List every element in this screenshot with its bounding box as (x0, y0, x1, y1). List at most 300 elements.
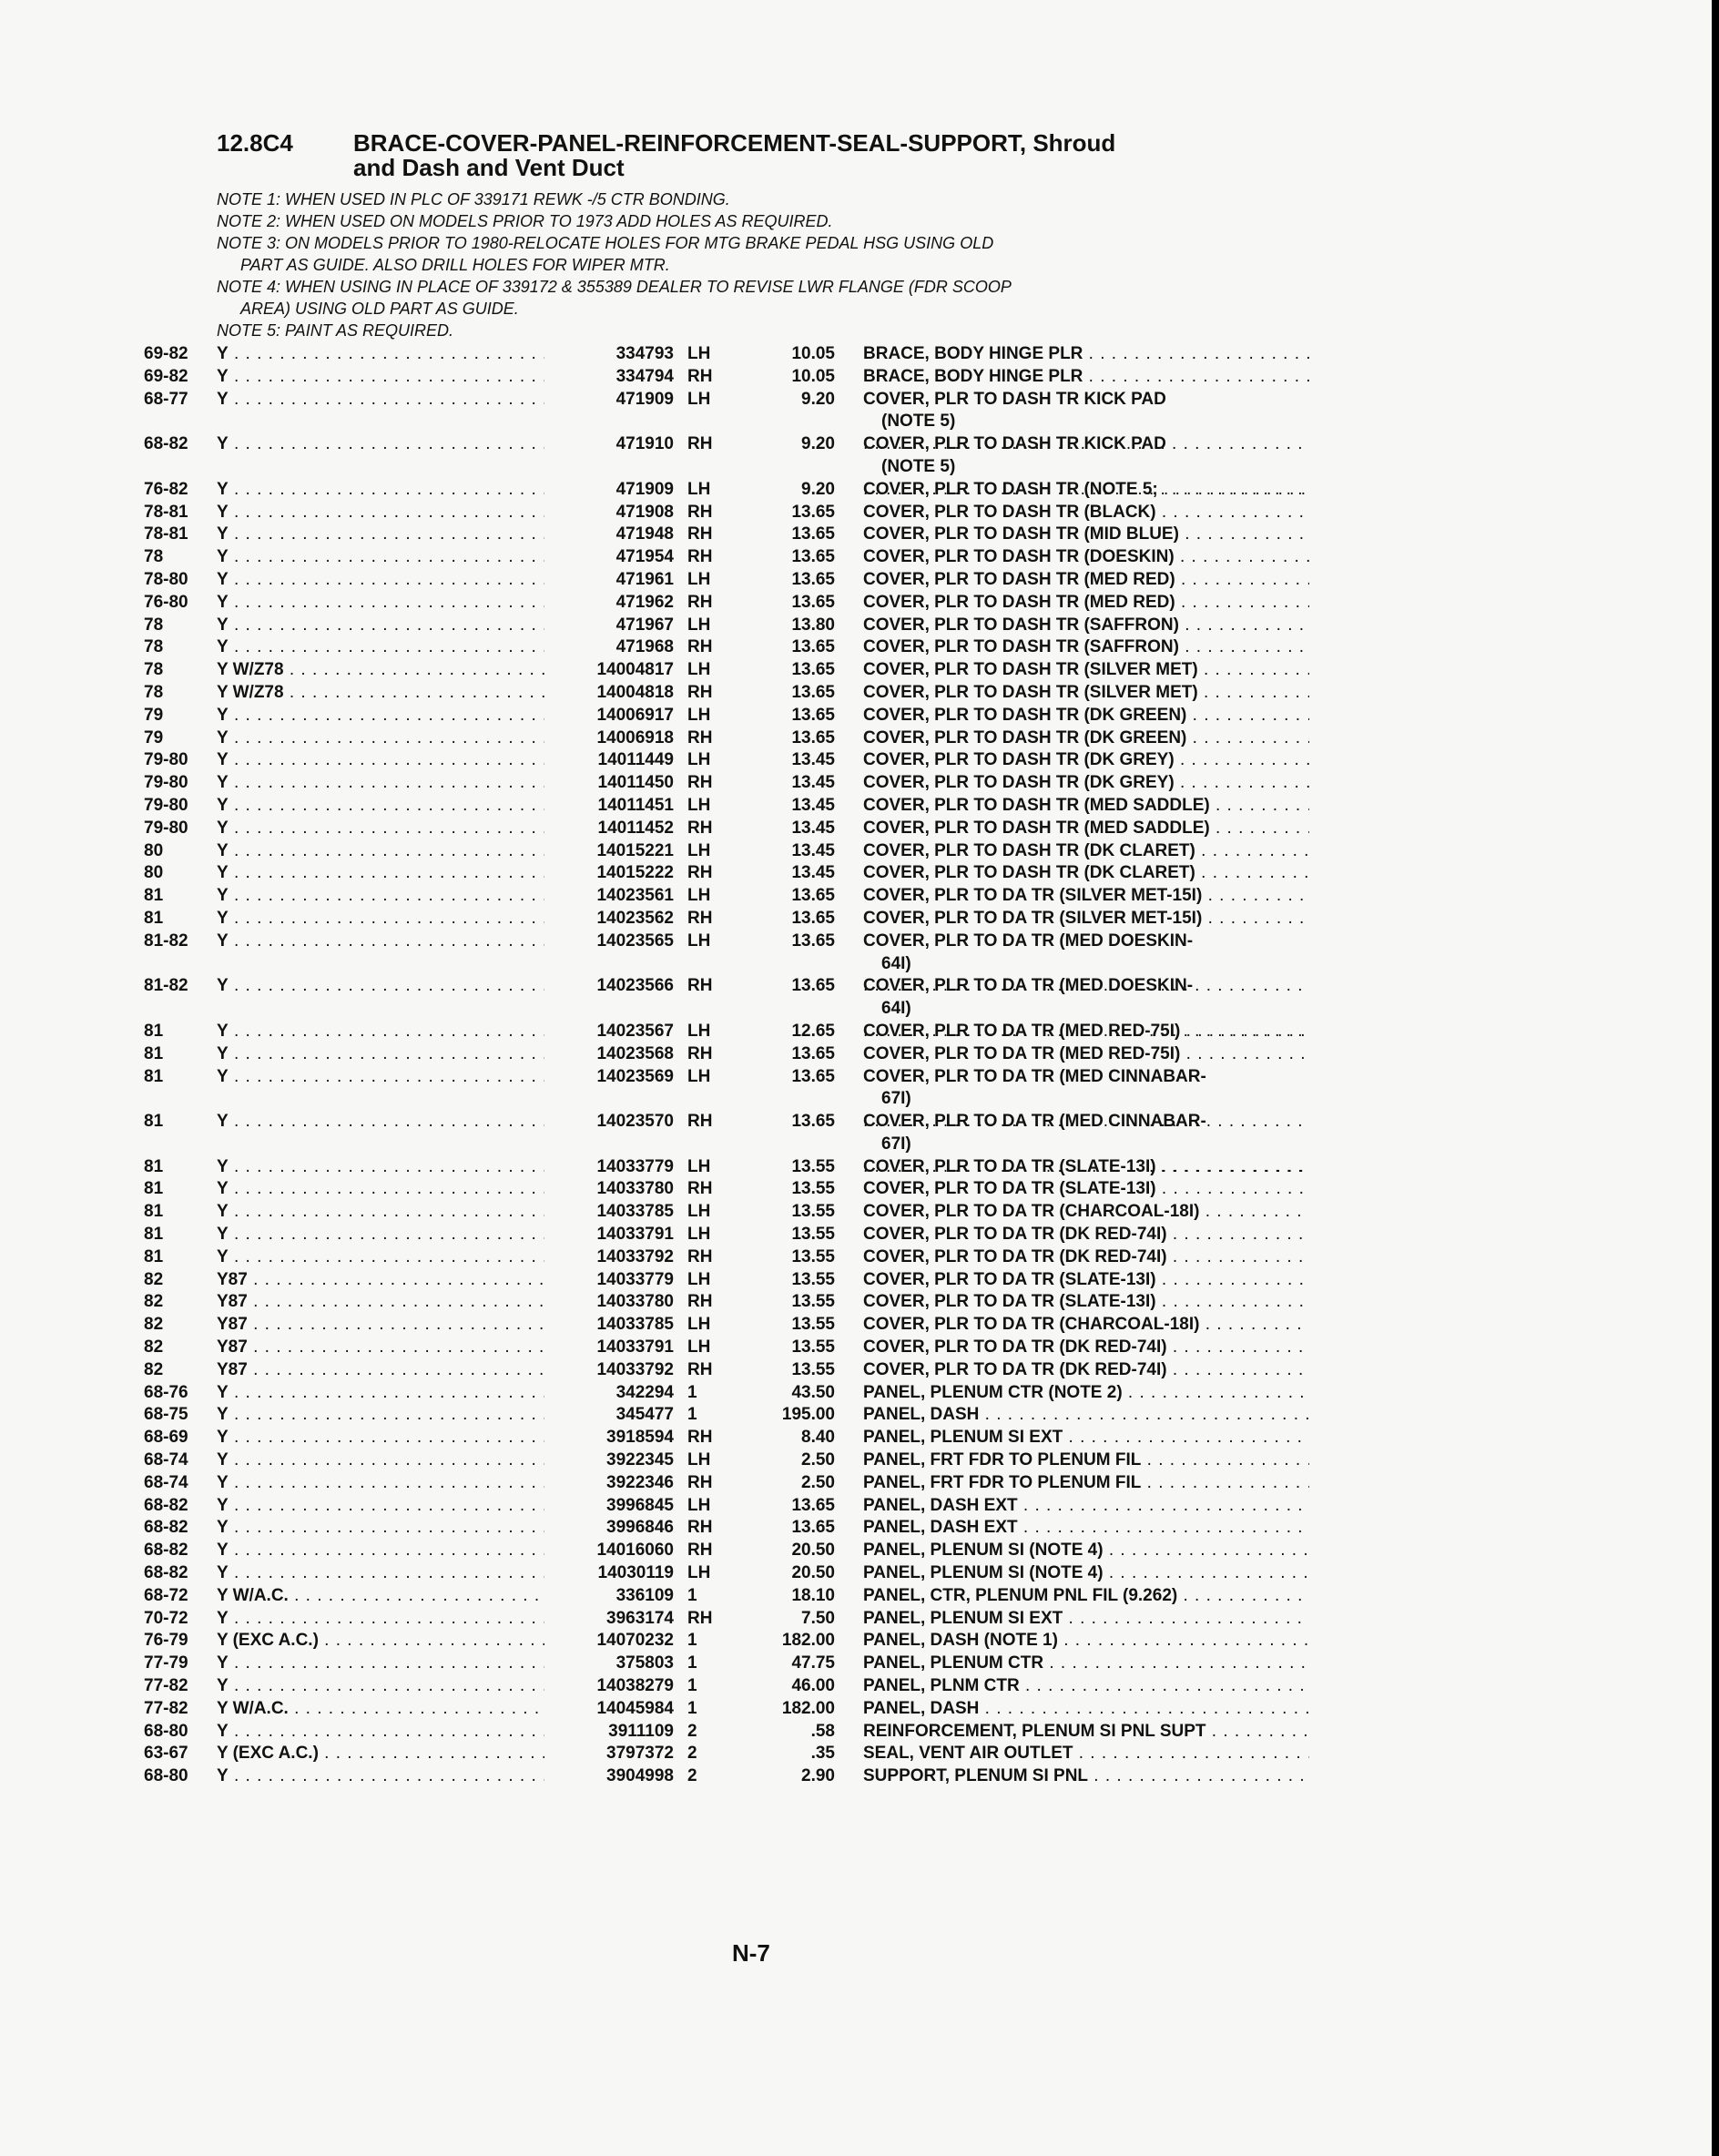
part-number-cell: 14033785 (596, 1202, 674, 1222)
year-cell: 81 (144, 1021, 164, 1041)
year-cell: 69-82 (144, 344, 188, 363)
description-line1: PANEL, PLENUM SI EXT (863, 1428, 1063, 1448)
table-row (0, 931, 1719, 976)
table-row (0, 1427, 1719, 1449)
qty-cell: RH (687, 1179, 713, 1199)
price-cell: 2.50 (801, 1472, 835, 1492)
part-number-cell: 345477 (615, 1405, 674, 1425)
part-number-cell: 3996846 (606, 1518, 674, 1538)
qty-cell: LH (687, 1156, 711, 1176)
table-row (0, 840, 1719, 863)
year-cell: 79-80 (144, 750, 188, 770)
part-number-cell: 14004818 (596, 682, 674, 702)
part-number-cell: 14006918 (596, 727, 674, 747)
year-cell: 63-67 (144, 1744, 188, 1764)
description-cell (863, 1178, 1309, 1201)
price-cell: 47.75 (791, 1653, 835, 1673)
price-cell: 20.50 (791, 1563, 835, 1583)
code-cell: Y . . . (217, 975, 544, 998)
year-cell: 82 (144, 1315, 164, 1335)
description-line1: PANEL, FRT FDR TO PLENUM FIL (863, 1472, 1142, 1492)
description-line1: COVER, PLR TO DA TR (MED RED-75I) (863, 1021, 1181, 1041)
description-cell (863, 1540, 1309, 1562)
price-cell: 9.20 (801, 479, 835, 499)
code-cell: Y (EXC A.C.) . . . (217, 1630, 544, 1653)
description-cell (863, 1021, 1309, 1043)
description-cell (863, 592, 1309, 615)
table-row (0, 1201, 1719, 1224)
description-line1: PANEL, PLENUM CTR (863, 1653, 1044, 1673)
description-cell (863, 818, 1309, 840)
part-number-cell: 3918594 (606, 1428, 674, 1448)
year-cell: 80 (144, 840, 164, 860)
price-cell: 13.55 (791, 1359, 835, 1379)
part-number-cell: 14023562 (596, 908, 674, 928)
table-row (0, 1043, 1719, 1066)
code-cell: Y . . . (217, 1675, 544, 1698)
table-row (0, 1404, 1719, 1427)
table-row (0, 1608, 1719, 1631)
description-cell (863, 908, 1309, 931)
description-cell (863, 1337, 1309, 1359)
year-cell: 82 (144, 1269, 164, 1289)
description-line1: COVER, PLR TO DA TR (MED CINNABAR- (863, 1066, 1206, 1086)
year-cell: 70-72 (144, 1608, 188, 1628)
qty-cell: RH (687, 1292, 713, 1312)
code-cell: Y . . . (217, 366, 544, 389)
code-cell: Y . . . (217, 1066, 544, 1089)
qty-cell: RH (687, 592, 713, 612)
code-cell: Y . . . (217, 908, 544, 931)
part-number-cell: 14023567 (596, 1021, 674, 1041)
qty-cell: LH (687, 1269, 711, 1289)
table-row (0, 636, 1719, 659)
description-line1: BRACE, BODY HINGE PLR (863, 344, 1083, 363)
description-cell (863, 636, 1309, 659)
description-line1: COVER, PLR TO DASH TR (SAFFRON) (863, 615, 1179, 635)
description-line1: COVER, PLR TO DA TR (CHARCOAL-18I) (863, 1315, 1200, 1335)
description-cell (863, 1495, 1309, 1518)
description-line1: COVER, PLR TO DASH TR (DK GREY) (863, 773, 1175, 793)
price-cell: 182.00 (781, 1698, 835, 1718)
part-number-cell: 14023561 (596, 886, 674, 906)
part-number-cell: 14070232 (596, 1631, 674, 1651)
code-cell: Y . . . (217, 1653, 544, 1675)
qty-cell: RH (687, 1608, 713, 1628)
year-cell: 78-81 (144, 524, 188, 544)
qty-cell: LH (687, 1202, 711, 1222)
table-row (0, 682, 1719, 705)
qty-cell: LH (687, 389, 711, 409)
description-line1: COVER, PLR TO DA TR (DK RED-74I) (863, 1337, 1167, 1358)
price-cell: 13.65 (791, 524, 835, 544)
code-cell: Y . . . (217, 1562, 544, 1585)
table-row (0, 1021, 1719, 1043)
code-cell: Y . . . (217, 1043, 544, 1066)
part-number-cell: 14011449 (597, 750, 674, 770)
year-cell: 81-82 (144, 931, 188, 951)
description-line1: PANEL, FRT FDR TO PLENUM FIL (863, 1450, 1142, 1470)
qty-cell: RH (687, 524, 713, 544)
description-cell (863, 1585, 1309, 1608)
code-cell: Y . . . (217, 1111, 544, 1134)
table-row (0, 1765, 1719, 1788)
year-cell: 81 (144, 1202, 164, 1222)
year-cell: 78 (144, 637, 164, 657)
section-title-line1: BRACE-COVER-PANEL-REINFORCEMENT-SEAL-SUPPORT, Shroud (353, 129, 1116, 157)
year-cell: 81 (144, 1066, 164, 1086)
part-number-cell: 471967 (615, 615, 674, 635)
code-cell: Y . . . (217, 727, 544, 750)
qty-cell: 2 (687, 1744, 697, 1764)
description-line1: COVER, PLR TO DASH TR (BLACK) (863, 502, 1156, 522)
part-number-cell: 14006917 (596, 705, 674, 725)
table-row (0, 818, 1719, 840)
qty-cell: LH (687, 840, 711, 860)
price-cell: .58 (810, 1721, 835, 1741)
code-cell: Y . . . (217, 343, 544, 366)
description-line1: PANEL, DASH (863, 1405, 980, 1425)
code-cell: Y W/A.C. . . . (217, 1698, 544, 1721)
table-row (0, 1382, 1719, 1405)
description-line1: COVER, PLR TO DASH TR (DK CLARET) (863, 840, 1195, 860)
description-line1: PANEL, PLENUM CTR (NOTE 2) (863, 1382, 1123, 1402)
qty-cell: 1 (687, 1698, 697, 1718)
note-line: NOTE 1: WHEN USED IN PLC OF 339171 REWK -/5 CTR BONDING. (217, 190, 730, 208)
price-cell: 13.65 (791, 976, 835, 996)
part-number-cell: 14033779 (596, 1156, 674, 1176)
part-number-cell: 3996845 (606, 1495, 674, 1515)
year-cell: 78 (144, 547, 164, 567)
table-row (0, 1337, 1719, 1359)
table-row (0, 1540, 1719, 1562)
qty-cell: 1 (687, 1585, 697, 1605)
price-cell: 18.10 (791, 1585, 835, 1605)
year-cell: 68-82 (144, 434, 188, 454)
year-cell: 68-72 (144, 1585, 188, 1605)
qty-cell: 2 (687, 1766, 697, 1786)
description-cell (863, 1201, 1309, 1224)
code-cell: Y . . . (217, 795, 544, 818)
description-line1: COVER, PLR TO DA TR (DK RED-74I) (863, 1359, 1167, 1379)
description-line1: COVER, PLR TO DA TR (MED DOESKIN- (863, 931, 1194, 951)
qty-cell: RH (687, 1359, 713, 1379)
table-row (0, 1359, 1719, 1382)
qty-cell: RH (687, 773, 713, 793)
year-cell: 68-76 (144, 1382, 188, 1402)
code-cell: Y . . . (217, 1404, 544, 1427)
price-cell: 13.65 (791, 908, 835, 928)
section-title-line2: and Dash and Vent Duct (353, 154, 625, 181)
code-cell: Y (EXC A.C.) . . . (217, 1743, 544, 1765)
part-number-cell: 14030119 (597, 1563, 674, 1583)
code-cell: Y . . . (217, 1427, 544, 1449)
price-cell: 13.55 (791, 1315, 835, 1335)
year-cell: 68-75 (144, 1405, 188, 1425)
year-cell: 76-82 (144, 479, 188, 499)
description-cell (863, 1630, 1309, 1653)
price-cell: 13.65 (791, 1066, 835, 1086)
table-row (0, 727, 1719, 750)
code-cell: Y87 . . . (217, 1291, 544, 1314)
price-cell: 13.65 (791, 547, 835, 567)
qty-cell: LH (687, 1337, 711, 1358)
year-cell: 78 (144, 660, 164, 680)
part-number-cell: 334794 (615, 366, 674, 386)
year-cell: 79-80 (144, 795, 188, 815)
code-cell: Y . . . (217, 772, 544, 795)
description-cell (863, 1765, 1309, 1788)
price-cell: 13.65 (791, 886, 835, 906)
description-cell (863, 1043, 1309, 1066)
qty-cell: LH (687, 1315, 711, 1335)
table-row (0, 343, 1719, 366)
code-cell: Y . . . (217, 1178, 544, 1201)
part-number-cell: 471908 (615, 502, 674, 522)
description-cell (863, 1291, 1309, 1314)
part-number-cell: 334793 (615, 344, 674, 363)
description-line1: COVER, PLR TO DA TR (CHARCOAL-18I) (863, 1202, 1200, 1222)
year-cell: 68-82 (144, 1495, 188, 1515)
part-number-cell: 471948 (615, 524, 674, 544)
code-cell: Y87 . . . (217, 1314, 544, 1337)
description-cell (863, 1449, 1309, 1472)
price-cell: 13.45 (791, 750, 835, 770)
description-line1: COVER, PLR TO DA TR (MED CINNABAR- (863, 1112, 1206, 1132)
year-cell: 76-79 (144, 1631, 188, 1651)
price-cell: 13.65 (791, 1518, 835, 1538)
qty-cell: RH (687, 1428, 713, 1448)
part-number-cell: 14016060 (596, 1541, 674, 1561)
price-cell: .35 (810, 1744, 835, 1764)
note-line: NOTE 4: WHEN USING IN PLACE OF 339172 & 355389 DEALER TO REVISE LWR FLANGE (FDR SCOOP (217, 278, 1012, 296)
qty-cell: RH (687, 1518, 713, 1538)
year-cell: 81 (144, 1043, 164, 1063)
qty-cell: RH (687, 727, 713, 747)
table-row (0, 1269, 1719, 1292)
part-number-cell: 14033792 (596, 1359, 674, 1379)
part-number-cell: 14023566 (596, 976, 674, 996)
qty-cell: LH (687, 1066, 711, 1086)
code-cell: Y . . . (217, 524, 544, 546)
description-line2: 67I) (881, 1134, 911, 1154)
description-line1: COVER, PLR TO DA TR (DK RED-74I) (863, 1246, 1167, 1266)
description-cell (863, 1653, 1309, 1675)
code-cell: Y . . . (217, 840, 544, 863)
table-row (0, 389, 1719, 434)
part-number-cell: 14004817 (596, 660, 674, 680)
price-cell: 13.65 (791, 931, 835, 951)
note-line: AREA) USING OLD PART AS GUIDE. (240, 300, 519, 318)
code-cell: Y . . . (217, 1472, 544, 1495)
price-cell: 13.65 (791, 705, 835, 725)
note-line: NOTE 5: PAINT AS REQUIRED. (217, 321, 454, 340)
qty-cell: RH (687, 637, 713, 657)
qty-cell: 1 (687, 1631, 697, 1651)
description-line1: COVER, PLR TO DA TR (SLATE-13I) (863, 1292, 1156, 1312)
price-cell: 13.80 (791, 615, 835, 635)
table-row (0, 1156, 1719, 1179)
qty-cell: LH (687, 1495, 711, 1515)
part-number-cell: 14045984 (596, 1698, 674, 1718)
qty-cell: RH (687, 976, 713, 996)
qty-cell: 1 (687, 1653, 697, 1673)
table-row (0, 1495, 1719, 1518)
qty-cell: 2 (687, 1721, 697, 1741)
description-line1: COVER, PLR TO DA TR (MED RED-75I) (863, 1043, 1181, 1063)
table-row (0, 1517, 1719, 1540)
price-cell: 195.00 (781, 1405, 835, 1425)
qty-cell: LH (687, 750, 711, 770)
price-cell: 10.05 (791, 366, 835, 386)
qty-cell: LH (687, 795, 711, 815)
part-number-cell: 14033780 (596, 1179, 674, 1199)
year-cell: 77-82 (144, 1676, 188, 1696)
qty-cell: LH (687, 479, 711, 499)
description-cell (863, 795, 1309, 818)
code-cell: Y W/A.C. . . . (217, 1585, 544, 1608)
table-row (0, 1066, 1719, 1112)
part-number-cell: 14011450 (597, 773, 674, 793)
year-cell: 68-69 (144, 1428, 188, 1448)
price-cell: 13.65 (791, 1112, 835, 1132)
part-number-cell: 375803 (615, 1653, 674, 1673)
qty-cell: RH (687, 547, 713, 567)
table-row (0, 524, 1719, 546)
description-line2: (NOTE 5) (881, 412, 956, 432)
description-cell (863, 1562, 1309, 1585)
code-cell: Y . . . (217, 592, 544, 615)
qty-cell: RH (687, 434, 713, 454)
qty-cell: 1 (687, 1676, 697, 1696)
description-line1: COVER, PLR TO DASH TR (DK GREY) (863, 750, 1175, 770)
year-cell: 81 (144, 1225, 164, 1245)
description-line1: COVER, PLR TO DASH TR KICK PAD (863, 389, 1166, 409)
description-line1: COVER, PLR TO DA TR (SLATE-13I) (863, 1156, 1156, 1176)
description-cell (863, 343, 1309, 366)
description-line1: COVER, PLR TO DA TR (SILVER MET-15I) (863, 908, 1203, 928)
price-cell: 13.55 (791, 1179, 835, 1199)
qty-cell: RH (687, 1112, 713, 1132)
part-number-cell: 471954 (615, 547, 674, 567)
price-cell: 13.55 (791, 1156, 835, 1176)
part-number-cell: 471909 (615, 389, 674, 409)
description-cell (863, 727, 1309, 750)
price-cell: 13.65 (791, 727, 835, 747)
code-cell: Y W/Z78 . . . (217, 682, 544, 705)
code-cell: Y . . . (217, 1201, 544, 1224)
code-cell: Y . . . (217, 1608, 544, 1631)
price-cell: 12.65 (791, 1021, 835, 1041)
description-line1: PANEL, DASH EXT (863, 1518, 1018, 1538)
description-line1: COVER, PLR TO DA TR (DK RED-74I) (863, 1225, 1167, 1245)
description-line1: REINFORCEMENT, PLENUM SI PNL SUPT (863, 1721, 1206, 1741)
part-number-cell: 14033791 (596, 1225, 674, 1245)
code-cell: Y . . . (217, 615, 544, 637)
table-row (0, 1653, 1719, 1675)
year-cell: 68-74 (144, 1472, 188, 1492)
part-number-cell: 3963174 (606, 1608, 674, 1628)
year-cell: 76-80 (144, 592, 188, 612)
description-cell (863, 569, 1309, 592)
table-row (0, 749, 1719, 772)
description-line2: (NOTE 5) (881, 456, 956, 476)
code-cell: Y . . . (217, 569, 544, 592)
year-cell: 81 (144, 1156, 164, 1176)
code-cell: Y . . . (217, 636, 544, 659)
table-row (0, 1314, 1719, 1337)
note-line: NOTE 3: ON MODELS PRIOR TO 1980-RELOCATE HOLES FOR MTG BRAKE PEDAL HSG USING OLD (217, 234, 994, 252)
description-cell (863, 682, 1309, 705)
description-line1: COVER, PLR TO DASH TR (DK GREEN) (863, 705, 1187, 725)
year-cell: 81 (144, 886, 164, 906)
price-cell: 13.45 (791, 773, 835, 793)
description-line1: COVER, PLR TO DASH TR KICK PAD (863, 434, 1166, 454)
description-cell (863, 1359, 1309, 1382)
table-row (0, 975, 1719, 1021)
qty-cell: LH (687, 705, 711, 725)
table-row (0, 862, 1719, 885)
qty-cell: LH (687, 1563, 711, 1583)
code-cell: Y . . . (217, 389, 544, 412)
part-number-cell: 471961 (615, 569, 674, 589)
part-number-cell: 3922346 (606, 1472, 674, 1492)
price-cell: 9.20 (801, 389, 835, 409)
code-cell: Y . . . (217, 862, 544, 885)
price-cell: 13.65 (791, 682, 835, 702)
qty-cell: RH (687, 366, 713, 386)
description-cell (863, 840, 1309, 863)
qty-cell: LH (687, 569, 711, 589)
description-cell (863, 546, 1309, 569)
description-cell (863, 705, 1309, 727)
code-cell: Y . . . (217, 479, 544, 502)
part-number-cell: 14015222 (596, 863, 674, 883)
description-cell (863, 1472, 1309, 1495)
table-row (0, 705, 1719, 727)
code-cell: Y . . . (217, 546, 544, 569)
price-cell: 182.00 (781, 1631, 835, 1651)
year-cell: 79 (144, 727, 164, 747)
qty-cell: LH (687, 660, 711, 680)
description-cell (863, 772, 1309, 795)
qty-cell: RH (687, 502, 713, 522)
description-line1: PANEL, PLENUM SI (NOTE 4) (863, 1563, 1104, 1583)
year-cell: 69-82 (144, 366, 188, 386)
description-line1: PANEL, DASH (NOTE 1) (863, 1631, 1058, 1651)
year-cell: 81 (144, 1179, 164, 1199)
description-line1: COVER, PLR TO DA TR (SLATE-13I) (863, 1179, 1156, 1199)
qty-cell: RH (687, 863, 713, 883)
year-cell: 77-79 (144, 1653, 188, 1673)
qty-cell: LH (687, 1450, 711, 1470)
qty-cell: LH (687, 1225, 711, 1245)
part-number-cell: 336109 (615, 1585, 674, 1605)
description-cell (863, 1314, 1309, 1337)
description-line2: 67I) (881, 1089, 911, 1109)
qty-cell: LH (687, 1021, 711, 1041)
table-row (0, 1743, 1719, 1765)
part-number-cell: 3911109 (608, 1721, 674, 1741)
qty-cell: 1 (687, 1382, 697, 1402)
description-cell (863, 1608, 1309, 1631)
year-cell: 79-80 (144, 818, 188, 838)
code-cell: Y W/Z78 . . . (217, 659, 544, 682)
price-cell: 2.90 (801, 1766, 835, 1786)
price-cell: 13.55 (791, 1269, 835, 1289)
description-line1: SUPPORT, PLENUM SI PNL (863, 1766, 1089, 1786)
code-cell: Y . . . (217, 749, 544, 772)
